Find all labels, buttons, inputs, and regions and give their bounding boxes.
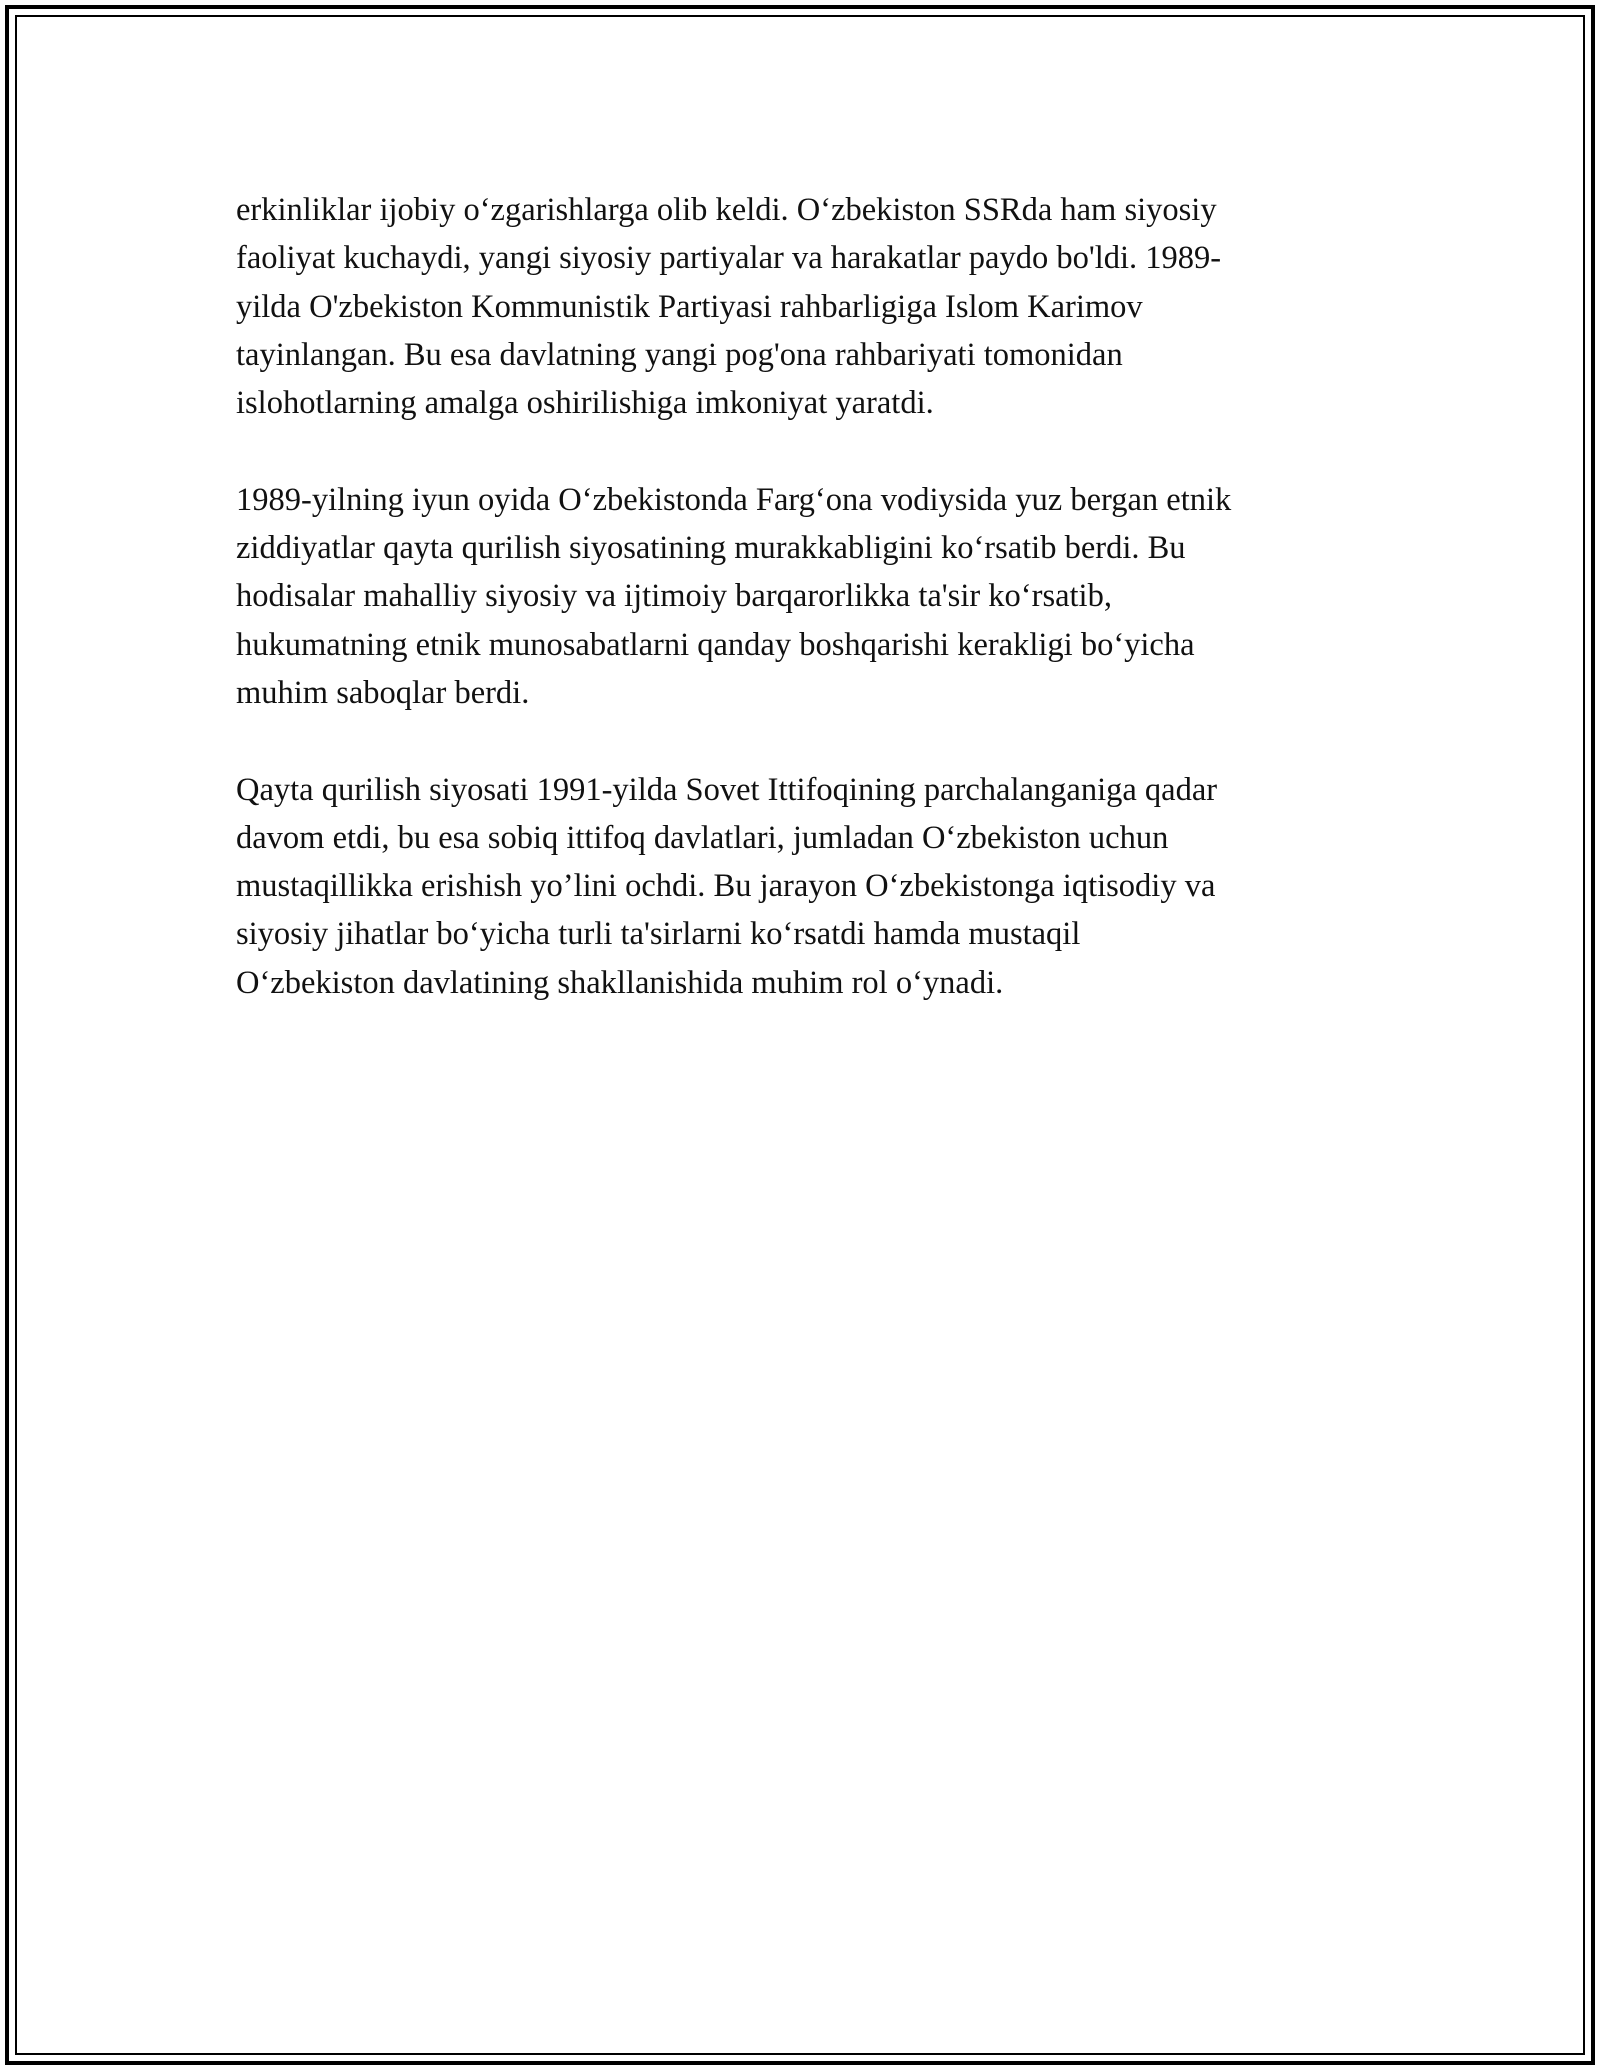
text-line: tayinlangan. Bu esa davlatning yangi pog'ona rahbariyati tomonidan [236,336,1123,373]
paragraph-3 [236,766,1376,1007]
text-line: ziddiyatlar qayta qurilish siyosatining murakkabligini ko‘rsatib berdi. Bu [236,530,1186,567]
text-line: hukumatning etnik munosabatlarni qanday boshqarishi kerakligi bo‘yicha [236,626,1195,663]
document-body [236,186,1376,1055]
paragraph-1 [236,186,1376,427]
text-line: O‘zbekiston davlatining shakllanishida muhim rol o‘ynadi. [236,964,1004,1001]
text-line: davom etdi, bu esa sobiq ittifoq davlatlari, jumladan O‘zbekiston uchun [236,819,1169,856]
text-line: muhim saboqlar berdi. [236,674,530,711]
text-line: 1989-yilning iyun oyida O‘zbekistonda Farg‘ona vodiysida yuz bergan etnik [236,481,1232,518]
text-line: Qayta qurilish siyosati 1991-yilda Sovet Ittifoqining parchalanganiga qadar [236,771,1218,808]
text-line: erkinliklar ijobiy o‘zgarishlarga olib keldi. O‘zbekiston SSRda ham siyosiy [236,192,1217,228]
text-line: siyosiy jihatlar bo‘yicha turli ta'sirlarni ko‘rsatdi hamda mustaqil [236,916,1081,953]
text-line: hodisalar mahalliy siyosiy va ijtimoiy barqarorlikka ta'sir ko‘rsatib, [236,578,1112,615]
text-line: islohotlarning amalga oshirilishiga imkoniyat yaratdi. [236,385,934,422]
paragraph-2 [236,476,1376,717]
text-line: yilda O'zbekiston Kommunistik Partiyasi rahbarligiga Islom Karimov [236,288,1143,325]
text-line: mustaqillikka erishish yo’lini ochdi. Bu jarayon O‘zbekistonga iqtisodiy va [236,868,1216,905]
text-line: faoliyat kuchaydi, yangi siyosiy partiyalar va harakatlar paydo bo'ldi. 1989- [236,240,1222,277]
